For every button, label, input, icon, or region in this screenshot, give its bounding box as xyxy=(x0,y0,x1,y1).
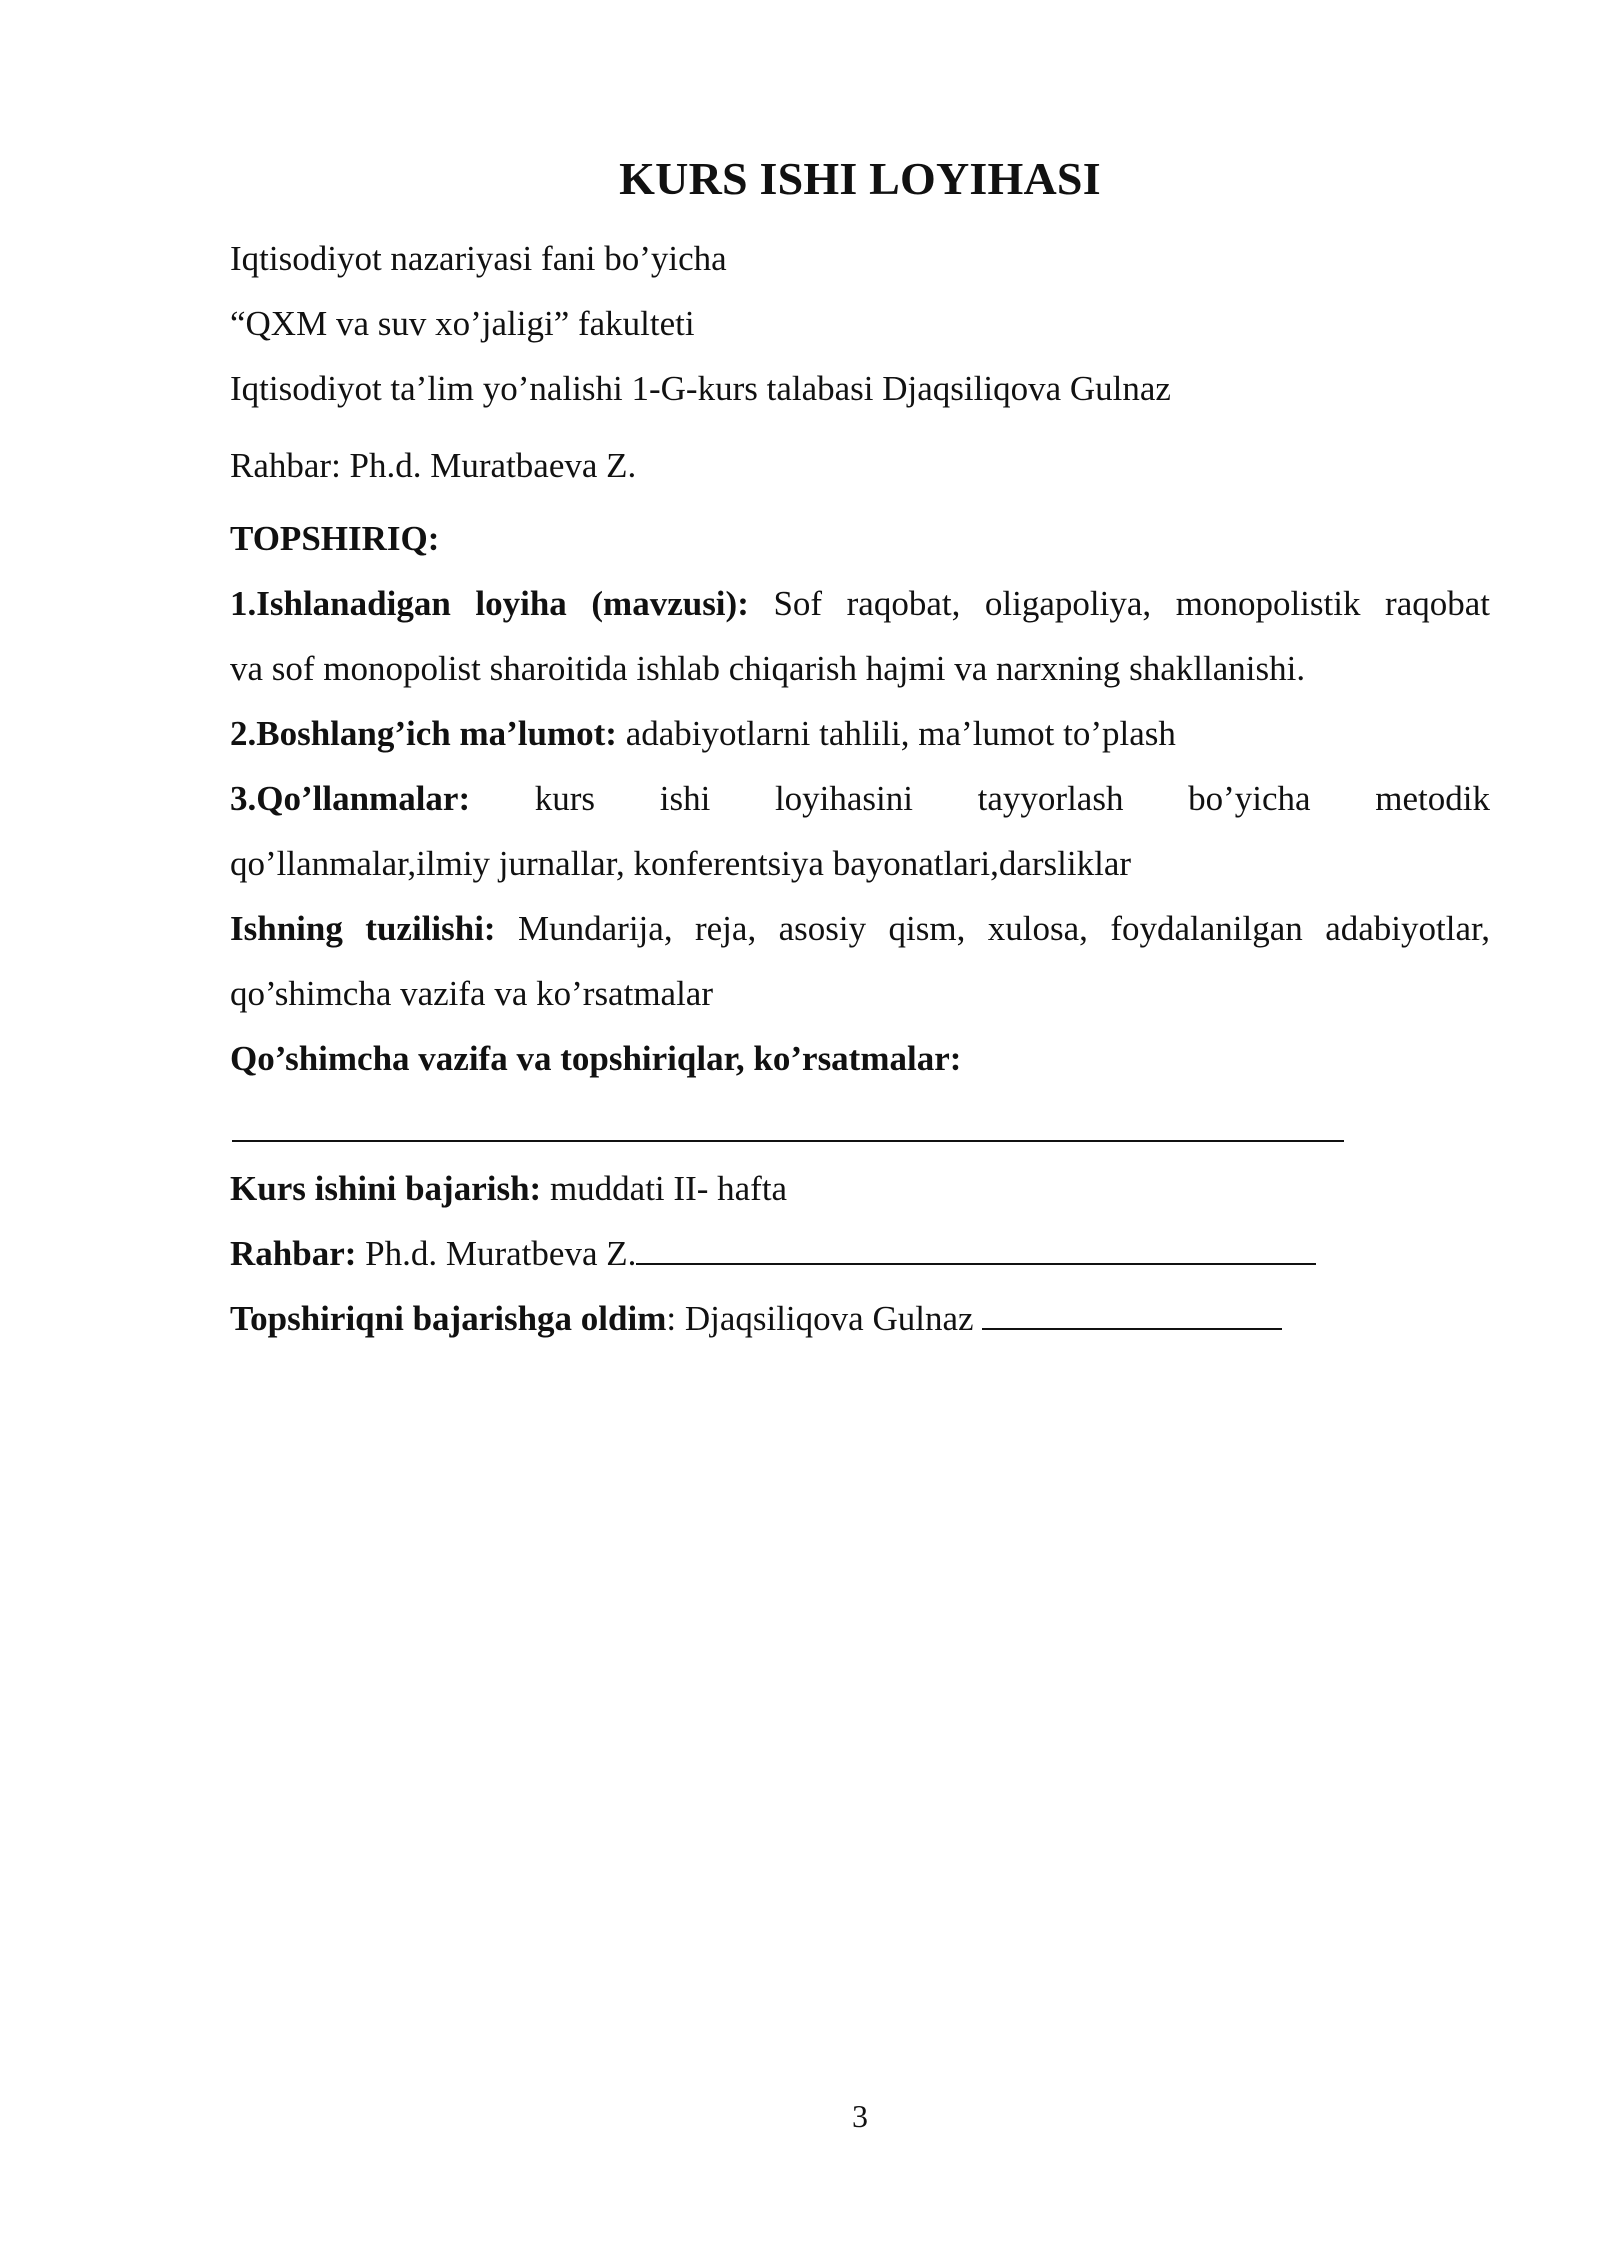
task-item-2-label: 2.Boshlang’ich ma’lumot: xyxy=(230,714,617,753)
supervisor-sign-text: Ph.d. Muratbeva Z. xyxy=(356,1234,637,1273)
task-item-3-line-1 xyxy=(230,766,1490,831)
deadline-line xyxy=(230,1156,1490,1221)
task-item-1-line-1 xyxy=(230,571,1490,636)
accepted-line xyxy=(230,1286,1490,1351)
accepted-text: : Djaqsiliqova Gulnaz xyxy=(666,1299,983,1338)
accepted-label: Topshiriqni bajarishga oldim xyxy=(230,1299,667,1338)
deadline-label: Kurs ishini bajarish: xyxy=(230,1169,542,1208)
page-title: KURS ISHI LOYIHASI xyxy=(619,153,1101,204)
supervisor-signature-line xyxy=(636,1233,1316,1265)
student-line: Iqtisodiyot ta’lim yo’nalishi 1-G-kurs talabasi Djaqsiliqova Gulnaz xyxy=(230,369,1171,408)
structure-label: Ishning tuzilishi: xyxy=(230,909,496,948)
structure-line-1 xyxy=(230,896,1490,961)
supervisor-sign-label: Rahbar: xyxy=(230,1234,357,1273)
task-item-3-w5: bo’yicha xyxy=(1188,779,1311,818)
task-item-3-w1: kurs xyxy=(534,779,596,818)
subject-line: Iqtisodiyot nazariyasi fani bo’yicha xyxy=(230,239,727,278)
structure-text-b: qo’shimcha vazifa va ko’rsatmalar xyxy=(230,974,713,1013)
task-item-1-text-b: va sof monopolist sharoitida ishlab chiqarish hajmi va narxning shakllanishi. xyxy=(230,649,1306,688)
task-item-3-w6: metodik xyxy=(1375,779,1490,818)
task-heading: TOPSHIRIQ: xyxy=(230,519,440,558)
task-item-1-text-a: Sof raqobat, oligapoliya, monopolistik raqobat xyxy=(748,584,1490,623)
task-item-2-text: adabiyotlarni tahlili, ma’lumot to’plash xyxy=(616,714,1176,753)
task-item-3-label: 3.Qo’llanmalar: xyxy=(230,779,471,818)
page-number: 3 xyxy=(852,2098,868,2134)
supervisor-line: Rahbar: Ph.d. Muratbaeva Z. xyxy=(230,446,637,485)
accepted-signature-line xyxy=(982,1298,1282,1330)
blank-underline xyxy=(232,1140,1344,1142)
task-item-1 xyxy=(230,571,1490,701)
task-item-3 xyxy=(230,766,1490,896)
structure-text-a: Mundarija, reja, asosiy qism, xulosa, foydalanilgan adabiyotlar, xyxy=(495,909,1491,948)
deadline-text: muddati II- hafta xyxy=(541,1169,788,1208)
task-item-2 xyxy=(230,701,1490,766)
task-item-3-text-b: qo’llanmalar,ilmiy jurnallar, konferentsiya bayonatlari,darsliklar xyxy=(230,844,1132,883)
task-item-3-w3: loyihasini xyxy=(774,779,914,818)
faculty-line: “QXM va suv xo’jaligi” fakulteti xyxy=(230,304,695,343)
task-item-3-w4: tayyorlash xyxy=(977,779,1124,818)
supervisor-sign-line xyxy=(230,1221,1490,1286)
additional-heading: Qo’shimcha vazifa va topshiriqlar, ko’rsatmalar: xyxy=(230,1039,962,1078)
task-item-3-w2: ishi xyxy=(659,779,711,818)
task-item-1-label: 1.Ishlanadigan loyiha (mavzusi): xyxy=(230,584,749,623)
structure-paragraph xyxy=(230,896,1490,1026)
